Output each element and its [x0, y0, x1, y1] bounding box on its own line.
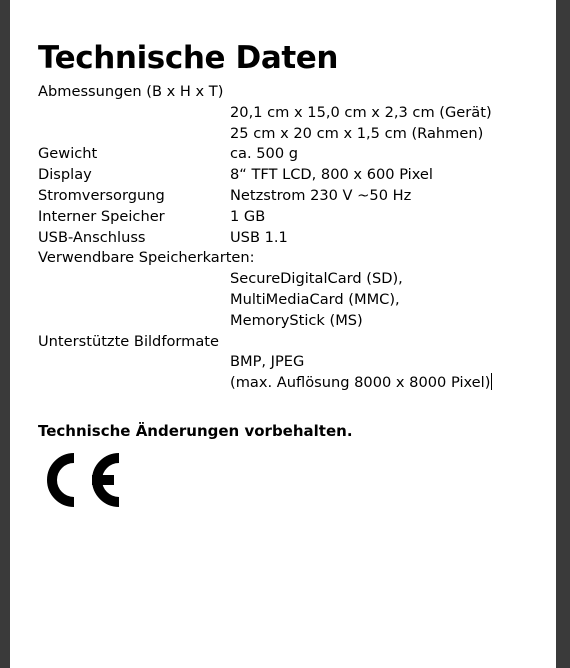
spec-value: SecureDigitalCard (SD),: [230, 270, 403, 288]
spec-row: [38, 207, 538, 228]
spec-row: [38, 103, 538, 124]
spec-row: [38, 228, 538, 249]
spec-value: ca. 500 g: [230, 145, 299, 163]
spec-row: [38, 82, 538, 103]
spec-row: [38, 186, 538, 207]
spec-value: MemoryStick (MS): [230, 311, 363, 329]
spec-value: 20,1 cm x 15,0 cm x 2,3 cm (Gerät): [230, 103, 492, 121]
ce-mark-icon: [36, 452, 124, 508]
document-page: [10, 0, 556, 668]
spec-row: [38, 248, 538, 269]
window-frame-right: [556, 0, 570, 668]
spec-value: MultiMediaCard (MMC),: [230, 290, 400, 308]
spec-label: Verwendbare Speicherkarten:: [38, 249, 255, 267]
spec-label: Display: [38, 166, 92, 184]
spec-row: [38, 165, 538, 186]
spec-row: [38, 144, 538, 165]
spec-value-text: (max. Auflösung 8000 x 8000 Pixel): [230, 374, 491, 392]
text-cursor: [491, 373, 492, 390]
spec-row: [38, 269, 538, 290]
spec-label: Stromversorgung: [38, 186, 165, 204]
spec-value: Netzstrom 230 V ~50 Hz: [230, 186, 412, 204]
spec-value: USB 1.1: [230, 228, 288, 246]
spec-row: [38, 332, 538, 353]
spec-value: 1 GB: [230, 207, 266, 225]
specs-list: [38, 82, 538, 394]
spec-row: [38, 290, 538, 311]
spec-row: [38, 124, 538, 145]
spec-label: Gewicht: [38, 145, 98, 163]
spec-row: [38, 373, 538, 394]
spec-label: USB-Anschluss: [38, 228, 146, 246]
spec-row: [38, 352, 538, 373]
spec-value: BMP, JPEG: [230, 353, 305, 371]
spec-label: Interner Speicher: [38, 207, 165, 225]
changes-notice: Technische Änderungen vorbehalten.: [38, 422, 353, 440]
window-frame-left: [0, 0, 10, 668]
spec-value: 8“ TFT LCD, 800 x 600 Pixel: [230, 166, 433, 184]
spec-label: Unterstützte Bildformate: [38, 332, 219, 350]
spec-row: [38, 311, 538, 332]
spec-value-with-cursor[interactable]: [230, 373, 492, 394]
spec-label: Abmessungen (B x H x T): [38, 83, 224, 100]
spec-value: 25 cm x 20 cm x 1,5 cm (Rahmen): [230, 124, 484, 142]
page-title: Technische Daten: [38, 40, 339, 76]
